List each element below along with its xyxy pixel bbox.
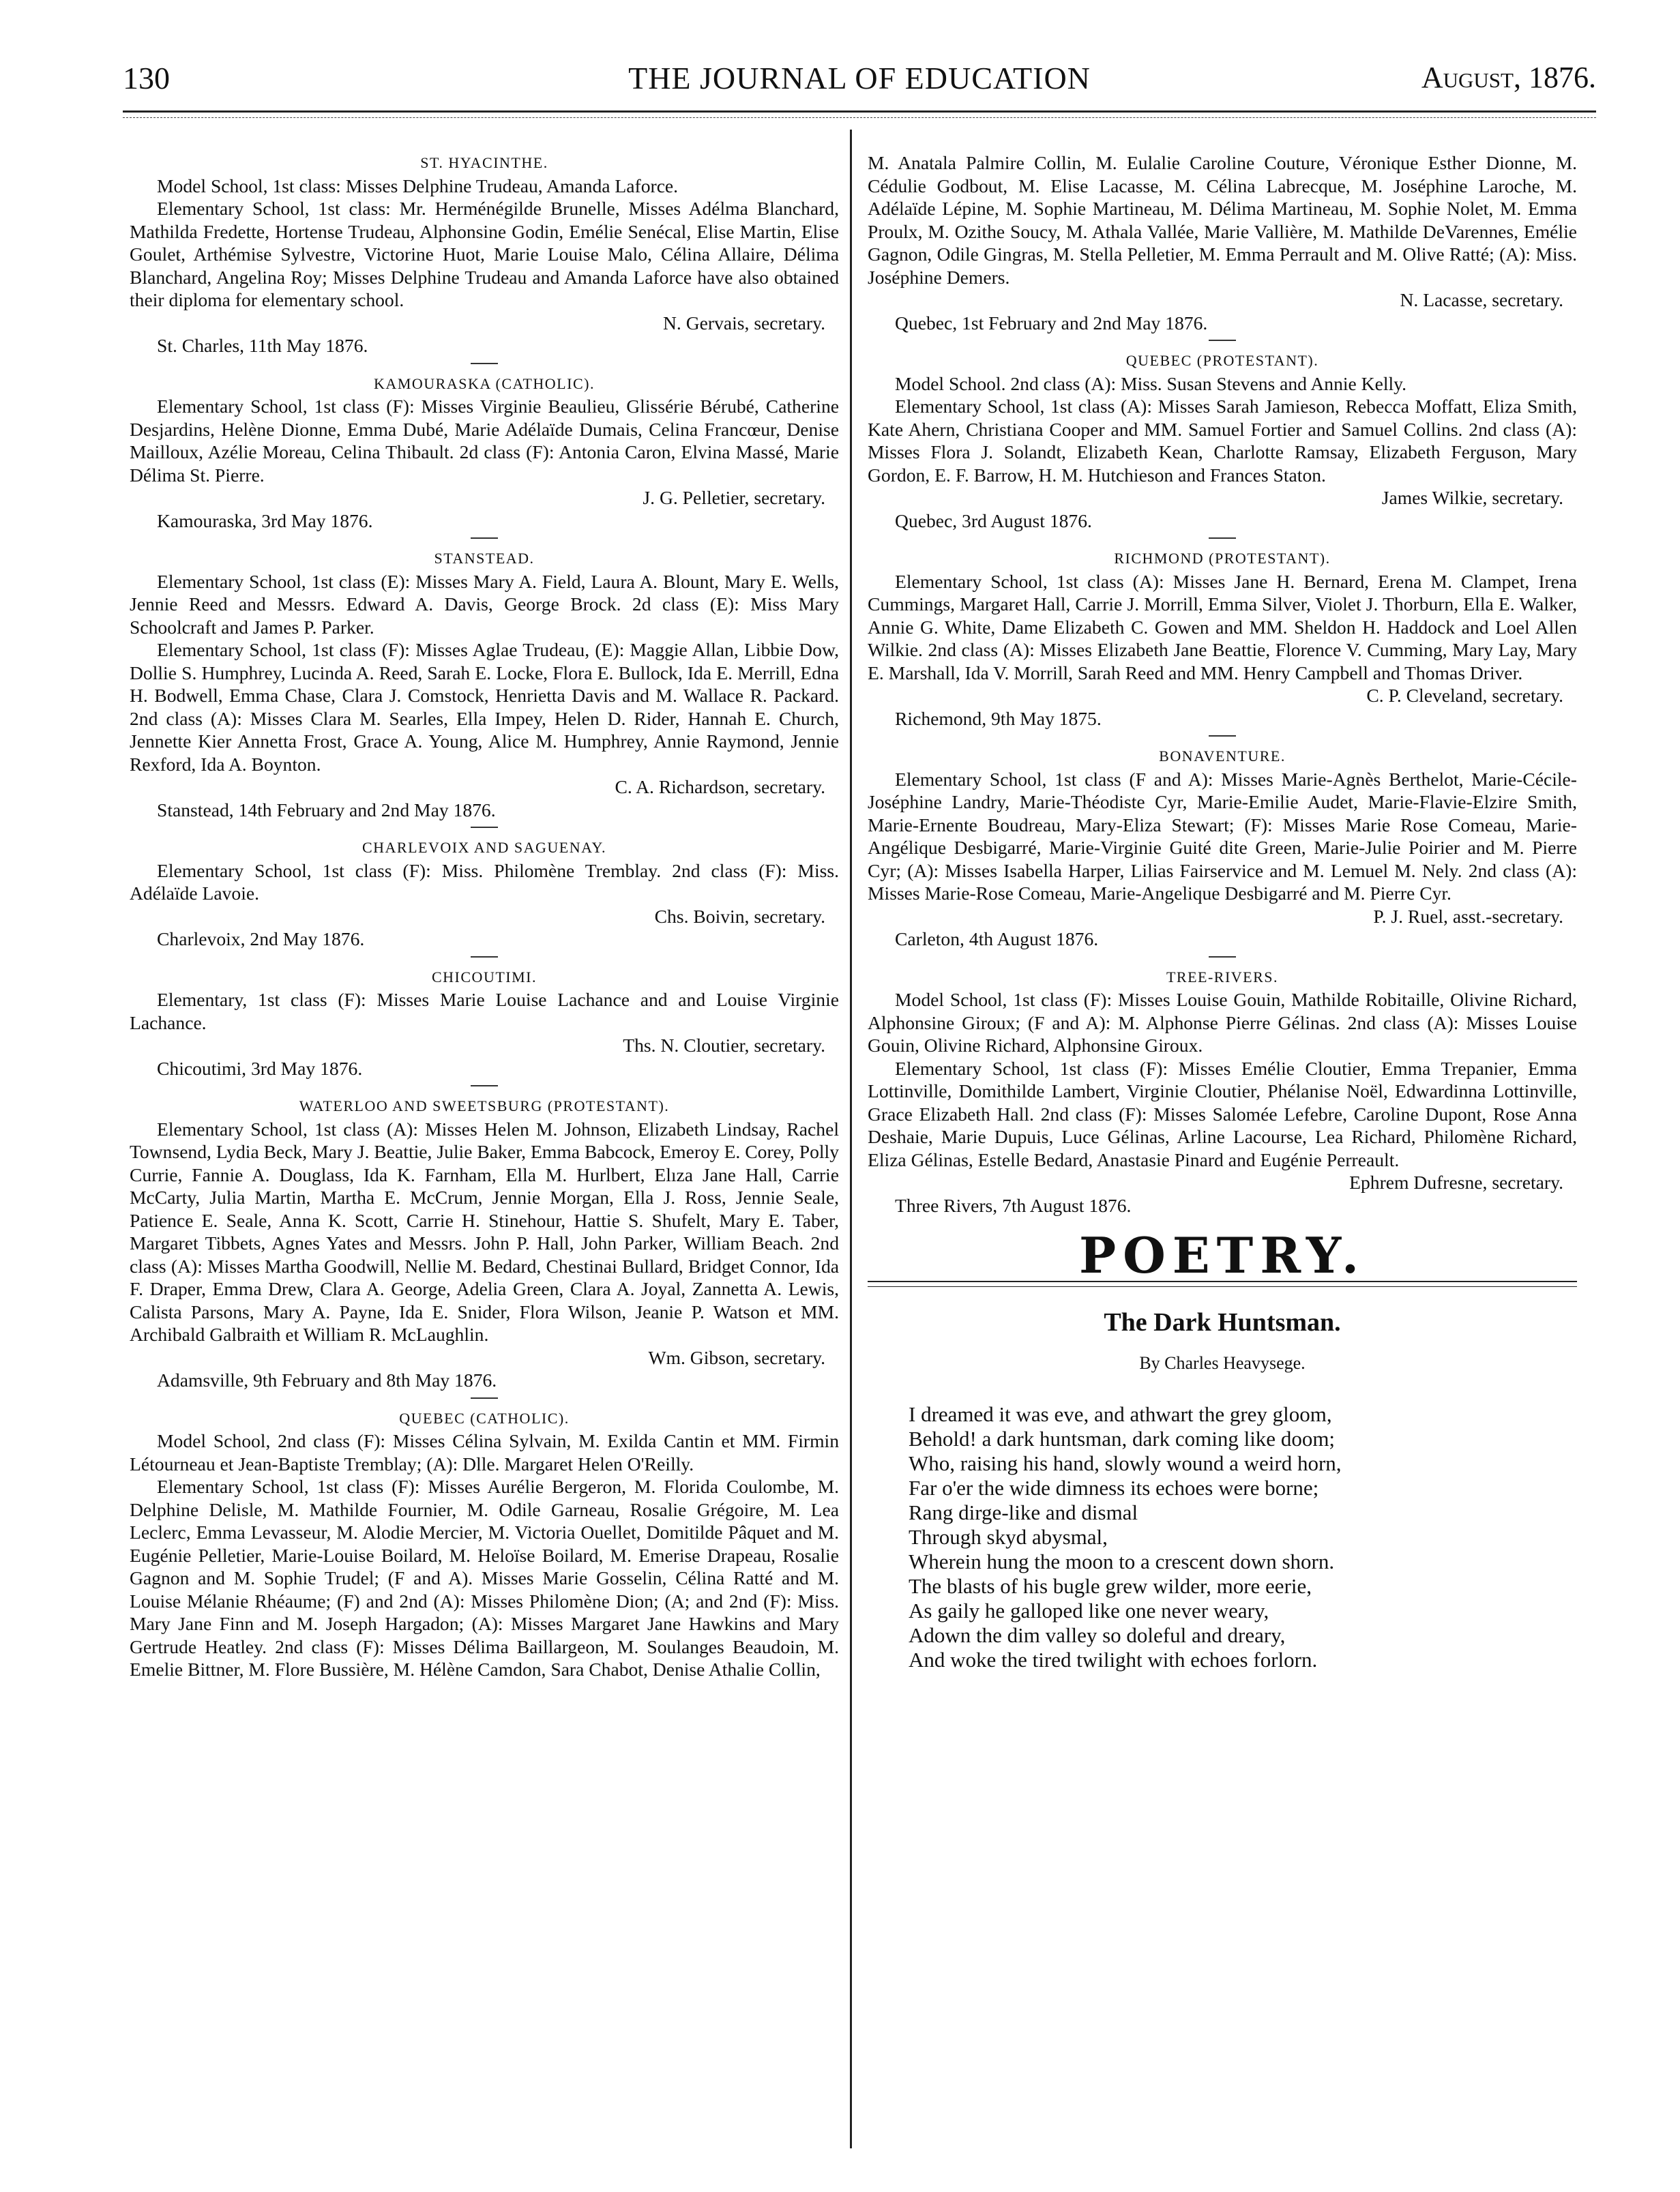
poem-line: Wherein hung the moon to a crescent down shorn. (909, 1549, 1335, 1573)
paragraph: Model School. 2nd class (A): Miss. Susan Stevens and Annie Kelly. (895, 372, 1407, 394)
section-heading: TREE-RIVERS. (1166, 968, 1279, 986)
place-date: Quebec, 1st February and 2nd May 1876. (895, 312, 1208, 334)
section-heading: WATERLOO AND SWEETSBURG (PROTESTANT). (299, 1097, 670, 1114)
secretary-signature: N. Gervais, secretary. (662, 312, 825, 334)
paragraph: Model School, 1st class: Misses Delphine Trudeau, Amanda Laforce. (157, 175, 679, 196)
separator (471, 363, 498, 364)
paragraph: Elementary School, 1st class: Mr. Herménégilde Brunelle, Misses Adélma Blanchard, Mathilda Fredette, Hortense Trudeau, Alphonsine Godin, Emélie Senécal, Elise Martin, Elise Goulet, Arthémise Sylvestre, Victorine Huot, Marie Louise Malo, Célina Allaire, Délima Blanchard, Angelina Roy; Misses Delphine Trudeau and Amanda Laforce have also obtained their diploma for elementary school. (130, 198, 839, 310)
separator (1209, 735, 1236, 737)
paragraph: Elementary School, 1st class (F): Misses Virginie Beaulieu, Glissérie Bérubé, Catherine Desjardins, Helène Dionne, Emma Dubé, Marie Adélaïde Dumais, Celina Francœur, Denise Mailloux, Azélie Moreau, Celina Thibault. 2d class (F): Antonia Caron, Elvina Massé, Marie Délima St. Pierre. (130, 396, 839, 486)
poem-line: And woke the tired twilight with echoes forlorn. (909, 1647, 1318, 1672)
section-heading: STANSTEAD. (434, 550, 535, 567)
header-rule (123, 110, 1596, 113)
paragraph: Elementary School, 1st class (F): Misses Aurélie Bergeron, M. Florida Coulombe, M. Delphine Delisle, M. Mathilde Fournier, M. Odile Garneau, Rosalie Grégoire, M. Lea Leclerc, Emma Levasseur, M. Alodie Mercier, M. Victoria Ouellet, Domitilde Pâquet and M. Eugénie Pelletier, Marie-Louise Boilard, M. Heloïse Boilard, M. Emerise Drapeau, Rosalie Gagnon and M. Sophie Trudel; (F and A). Misses Marie Gosselin, Célina Ratté and M. Louise Mélanie Rhéaume; (F) and 2nd (A): Misses Philomène Dion; (A; and 2nd (F): Miss. Mary Jane Finn and M. Joseph Hargadon; (A): Misses Margaret Jane Hawkins and Mary Gertrude Heatley. 2nd class (F): Misses Délima Baillargeon, M. Soulanges Beaudoin, M. Emelie Bittner, M. Flore Bussière, M. Hélène Camdon, Sara Chabot, Denise Athalie Collin, (130, 1476, 839, 1680)
paragraph: Elementary School, 1st class (A): Misses Jane H. Bernard, Erena M. Clampet, Irena Cummings, Margaret Hall, Carrie J. Morrill, Emma Silver, Violet J. Thorburn, Ella E. Walker, Annie G. White, Dame Elizabeth C. Gowen and MM. Sheldon H. Haddock and Loel Allen Wilkie. 2nd class (A): Misses Elizabeth Jane Beattie, Florence V. Cumming, Mary Lay, Mary E. Marshall, Ida V. Morrill, Sarah Reed and MM. Henry Campbell and Thomas Driver. (868, 570, 1577, 683)
issue-date: August, 1876. (1421, 61, 1596, 94)
place-date: Three Rivers, 7th August 1876. (895, 1194, 1132, 1216)
separator (1209, 956, 1236, 958)
section-heading: RICHMOND (PROTESTANT). (1114, 550, 1331, 567)
paragraph: Elementary School, 1st class (F and A): Misses Marie-Agnès Berthelot, Marie-Cécile-Joséphine Landry, Marie-Théodiste Cyr, Marie-Emilie Audet, Marie-Flavie-Elzire Smith, Marie-Ernente Boudreau, Mary-Eliza Stewart; (F): Misses Marie Rose Comeau, Marie-Angélique Desbigarré, Marie-Virginie Guité dite Green, Marie-Julie Poirier and M. Pierre Cyr; (A): Misses Isabella Harper, Lilias Fairservice and M. Lemuel M. Nely. 2nd class (A): Misses Marie-Rose Comeau, Marie-Angelique Desbigarré and M. Pierre Cyr. (868, 768, 1577, 904)
secretary-signature: P. J. Ruel, asst.-secretary. (1373, 905, 1563, 927)
place-date: Carleton, 4th August 1876. (895, 928, 1099, 949)
left-column (130, 151, 839, 1681)
separator (471, 827, 498, 828)
paragraph: M. Anatala Palmire Collin, M. Eulalie Caroline Couture, Véronique Esther Dionne, M. Cédulie Godbout, M. Elise Lacasse, M. Célina Labrecque, M. Joséphine Laroche, M. Adélaïde Lépine, M. Sophie Martineau, M. Délima Martineau, M. Sophie Nolet, M. Emma Proulx, M. Ozithe Soucy, M. Athala Vallée, Marie Vallière, M. Mathilde DeVarennes, Emélie Gagnon, Odile Gingras, M. Stella Pelletier, M. Emma Perrault and M. Olive Ratté; (A): Miss. Joséphine Demers. (868, 152, 1577, 288)
section-heading: CHICOUTIMI. (432, 968, 537, 986)
separator (1209, 537, 1236, 539)
paragraph: Elementary School, 1st class (A): Misses Helen M. Johnson, Elizabeth Lindsay, Rachel Townsend, Lydia Beck, Mary J. Beattie, Julie Baker, Emma Babcock, Emeroy E. Corey, Polly Currie, Fannie A. Douglass, Ida K. Farnham, Ella M. Hurlbert, Elıza Jane Hall, Carrie McCarty, Julia Martin, Martha E. McCrum, Jennie Morgan, Ella J. Ross, Jennie Seale, Patience E. Seale, Anna K. Scott, Carrie H. Stinehour, Hattie S. Shufelt, Mary E. Taber, Margaret Tibbets, Agnes Yates and Messrs. John P. Hall, John Parker, William Beach. 2nd class (A): Misses Martha Goodwill, Nellie M. Bedard, Chestinai Bullard, Bridget Connor, Ida F. Draper, Emma Drew, Clara A. George, Adelia Green, Clara A. Joyal, Zannetta A. Lewis, Calista Parsons, Mary A. Payne, Ida E. Snider, Flora Wilson, Jeanie P. Watson et MM. Archibald Galbraith et William R. McLaughlin. (130, 1118, 839, 1345)
separator (471, 1397, 498, 1399)
secretary-signature: C. A. Richardson, secretary. (615, 776, 825, 797)
poem-line: The blasts of his bugle grew wilder, more eerie, (909, 1573, 1312, 1598)
place-date: Richemond, 9th May 1875. (895, 707, 1102, 729)
paragraph: Elementary School, 1st class (F): Miss. Philomène Tremblay. 2nd class (F): Miss. Adélaïde Lavoie. (130, 859, 839, 904)
poem-title: The Dark Huntsman. (1104, 1307, 1341, 1337)
place-date: Chicoutimi, 3rd May 1876. (157, 1057, 363, 1079)
poem-line: Adown the dim valley so doleful and dreary, (909, 1623, 1286, 1647)
secretary-signature: Chs. Boivin, secretary. (654, 905, 825, 927)
right-column (868, 151, 1577, 1672)
poem-line: As gaily he galloped like one never weary, (909, 1598, 1269, 1623)
separator (1209, 340, 1236, 341)
paragraph: Elementary School, 1st class (E): Misses Mary A. Field, Laura A. Blount, Mary E. Wells, Jennie Reed and Messrs. Edward A. Davis, George Brock. 2d class (E): Miss Mary Schoolcraft and James P. Parker. (130, 570, 839, 638)
paragraph: Elementary School, 1st class (F): Misses Aglae Trudeau, (E): Maggie Allan, Libbie Dow, Dollie S. Humphrey, Lucinda A. Reed, Sarah E. Locke, Flora E. Bullock, Ida E. Merrill, Edna H. Bodwell, Emma Chase, Clara J. Comstock, Henrietta Davis and M. Wallace R. Packard. 2nd class (A): Misses Clara M. Searles, Ella Impey, Helen D. Rider, Hannah E. Church, Jennette Kier Annetta Frost, Grace A. Young, Alice M. Humphrey, Annie Raymond, Jennie Rexford, Ida A. Boynton. (130, 639, 839, 775)
separator (471, 537, 498, 539)
poem-author: By Charles Heavysege. (1139, 1353, 1306, 1373)
place-date: Quebec, 3rd August 1876. (895, 509, 1092, 531)
page-number: 130 (123, 61, 170, 95)
section-heading: QUEBEC (CATHOLIC). (399, 1409, 570, 1427)
poem-line: Behold! a dark huntsman, dark coming like doom; (909, 1426, 1336, 1451)
secretary-signature: Ephrem Dufresne, secretary. (1349, 1172, 1563, 1193)
separator (471, 956, 498, 958)
journal-title: THE JOURNAL OF EDUCATION (628, 61, 1091, 95)
secretary-signature: J. G. Pelletier, secretary. (643, 487, 825, 508)
poem-line: Who, raising his hand, slowly wound a weird horn, (909, 1451, 1342, 1475)
section-heading: ST. HYACINTHE. (420, 154, 548, 171)
poetry-section-title: POETRY. (1078, 1226, 1366, 1284)
paragraph: Elementary School, 1st class (A): Misses Sarah Jamieson, Rebecca Moffatt, Eliza Smith, Kate Ahern, Christiana Cooper and MM. Samuel Fortier and Samuel Collins. 2nd class (A): Misses Flora J. Solandt, Elizabeth Kean, Charlotte Ramsay, Elizabeth Ferguson, Mary Gordon, E. F. Barrow, H. M. Hutchieson and Frances Staton. (868, 396, 1577, 486)
place-date: Kamouraska, 3rd May 1876. (157, 509, 373, 531)
place-date: Stanstead, 14th February and 2nd May 1876. (157, 799, 496, 820)
paragraph: Model School, 2nd class (F): Misses Célina Sylvain, M. Exilda Cantin et MM. Firmin Létourneau et Jean-Baptiste Tremblay; (A): Dlle. Margaret Helen O'Reilly. (130, 1430, 839, 1475)
poem-line: Rang dirge-like and dismal (909, 1500, 1138, 1524)
column-divider (850, 130, 852, 2148)
poem-line: I dreamed it was eve, and athwart the grey gloom, (909, 1402, 1332, 1426)
page-header (123, 60, 1596, 101)
paragraph: Model School, 1st class (F): Misses Louise Gouin, Mathilde Robitaille, Olivine Richard, Alphonsine Giroux; (F and A): M. Alphonse Pierre Gélinas. 2nd class (A): Misses Louise Gouin, Olivine Richard, Alphonsine Giroux. (868, 989, 1577, 1056)
poem-body (909, 1402, 1577, 1672)
poem-line: Through skyd abysmal, (909, 1524, 1108, 1549)
section-heading: BONAVENTURE. (1159, 747, 1286, 765)
place-date: Charlevoix, 2nd May 1876. (157, 928, 365, 949)
place-date: St. Charles, 11th May 1876. (157, 335, 368, 356)
poem-line: Far o'er the wide dimness its echoes were borne; (909, 1475, 1319, 1500)
paragraph: Elementary, 1st class (F): Misses Marie Louise Lachance and and Louise Virginie Lachance. (130, 989, 839, 1033)
secretary-signature: C. P. Cleveland, secretary. (1366, 685, 1563, 706)
secretary-signature: Ths. N. Cloutier, secretary. (623, 1035, 825, 1056)
paragraph: Elementary School, 1st class (F): Misses Emélie Cloutier, Emma Trepanier, Emma Lottinville, Domithilde Lambert, Virginie Cloutier, Phélanise Noël, Edwardinna Lottinville, Grace Elizabeth Hall. 2nd class (F): Misses Salomée Lefebre, Caroline Dupont, Rose Anna Deshaie, Marie Dupuis, Luce Gélinas, Arline Lacourse, Lea Richard, Philomène Richard, Eliza Gélinas, Estelle Bedard, Anastasie Pinard and Eugénie Perreault. (868, 1057, 1577, 1170)
separator (471, 1085, 498, 1086)
section-heading: QUEBEC (PROTESTANT). (1125, 352, 1319, 369)
section-heading: CHARLEVOIX AND SAGUENAY. (362, 839, 607, 856)
header-rule-dashed (123, 117, 1596, 118)
secretary-signature: James Wilkie, secretary. (1381, 487, 1563, 508)
section-heading: KAMOURASKA (CATHOLIC). (374, 374, 595, 392)
place-date: Adamsville, 9th February and 8th May 1876. (157, 1369, 497, 1391)
secretary-signature: N. Lacasse, secretary. (1400, 289, 1563, 310)
poetry-rule-thin (868, 1286, 1577, 1287)
secretary-signature: Wm. Gibson, secretary. (648, 1346, 825, 1368)
